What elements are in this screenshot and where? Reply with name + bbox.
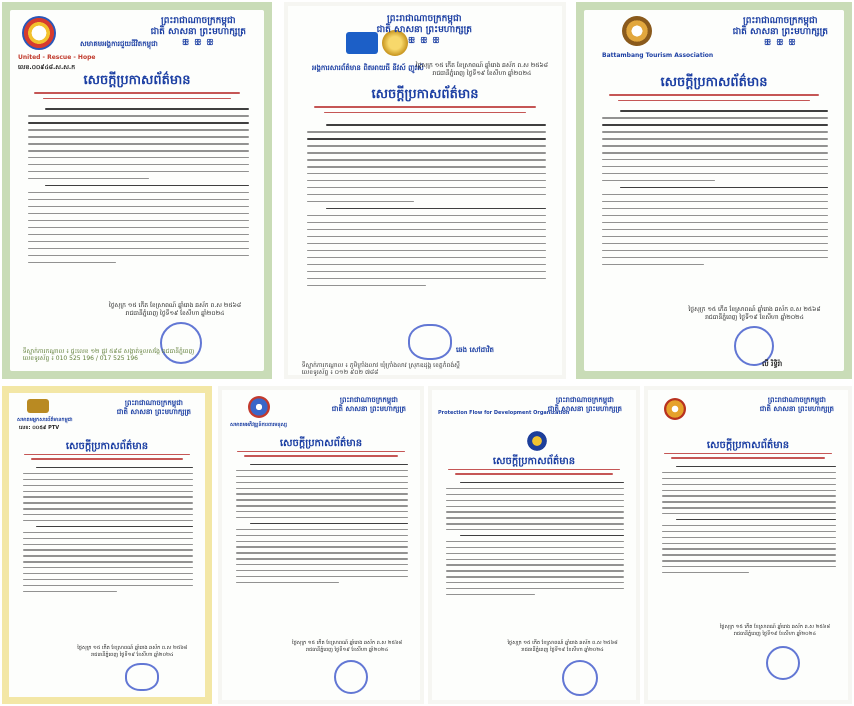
kingdom-text: ព្រះរាជាណាចក្រកម្ពុជា — [339, 396, 398, 404]
statement-date — [292, 640, 402, 654]
statement-date — [720, 624, 830, 638]
statement-title: សេចក្តីប្រកាសព័ត៌មាន — [371, 87, 479, 102]
lunar-date: ថ្ងៃសុក្រ ១៥ កើត ខែស្រាពណ៍ ឆ្នាំរោង ឆស័ក ព.ស ២៥៦៨ — [688, 306, 821, 313]
statement-body — [662, 466, 836, 579]
statement-document-4 — [2, 386, 212, 704]
statement-subtitle — [660, 452, 836, 462]
solar-date: រាជធានីភ្នំពេញ ថ្ងៃទី១៩ ខែសីហា ឆ្នាំ២០២៤ — [733, 631, 817, 637]
kingdom-header — [151, 16, 246, 47]
organization-name: Battambang Tourism Association — [602, 52, 714, 59]
kingdom-header — [760, 396, 834, 414]
organization-logo — [622, 16, 652, 46]
kingdom-text: ព្រះរាជាណាចក្រកម្ពុជា — [387, 14, 462, 24]
footer-address: ទីស្នាក់ការកណ្តាល ៖ ភូមិក្រាំងលាវ ឃុំក្រាំងលាវ ស្រុកឧដុង្គ ខេត្តកំពង់ស្ពឺ — [301, 362, 460, 369]
statement-body — [23, 467, 194, 597]
footer-phone: លេខទូរស័ព្ទ ៖ ០១២ ៩០២ ៧៨៨ — [301, 369, 379, 376]
motto-text: ជាតិ សាសនា ព្រះមហាក្សត្រ — [547, 405, 622, 413]
organization-name: សមាគមអភិវឌ្ឍន៍ការពារមនុស្ស — [230, 422, 287, 428]
kingdom-header — [733, 16, 828, 47]
reference-number: លេខ: ០០៥៩ PTV — [19, 425, 60, 431]
signatory-name: ឆេង សៅដាវិត — [456, 346, 494, 354]
statement-title: សេចក្តីប្រកាសព័ត៌មាន — [65, 441, 149, 452]
kingdom-header — [548, 396, 622, 414]
statement-date — [109, 302, 241, 318]
organization-footer — [302, 362, 549, 376]
motto-text: ជាតិ សាសនា ព្រះមហាក្សត្រ — [116, 408, 191, 416]
organization-footer — [23, 348, 252, 362]
statement-body — [236, 464, 408, 589]
statement-body — [446, 482, 624, 601]
statement-title: សេចក្តីប្រកាសព័ត៌មាន — [83, 73, 191, 88]
lunar-date: ថ្ងៃសុក្រ ១៥ កើត ខែស្រាពណ៍ ឆ្នាំរោង ឆស័ក ព.ស ២៥៦៨ — [108, 302, 242, 309]
statement-document-3 — [576, 2, 852, 379]
statement-document-6 — [428, 386, 640, 704]
header-ornament: ꕥ ꕥ ꕥ — [181, 38, 215, 47]
statement-subtitle — [304, 104, 545, 117]
official-seal — [562, 660, 598, 696]
kingdom-text: ព្រះរាជាណាចក្រកម្ពុជា — [161, 16, 236, 26]
lunar-date: ថ្ងៃសុក្រ ១៥ កើត ខែស្រាពណ៍ ឆ្នាំរោង ឆស័ក ព.ស ២៥៦៨ — [719, 624, 830, 630]
official-seal — [766, 646, 800, 680]
statement-subtitle — [600, 92, 829, 105]
kingdom-header — [332, 396, 406, 414]
statement-body — [307, 124, 545, 292]
organization-logo — [526, 430, 548, 452]
footer-address: ទីស្នាក់ការកណ្តាល ៖ ផ្ទះលេខ ១២ ផ្លូវ ៥៩៨ សង្កាត់ទួលសង្កែ រាជធានីភ្នំពេញ — [22, 348, 195, 355]
header-ornament: ꕥ ꕥ ꕥ — [407, 36, 441, 45]
lunar-date: ថ្ងៃសុក្រ ១៥ កើត ខែស្រាពណ៍ ឆ្នាំរោង ឆស័ក ព.ស ២៥៦៨ — [507, 640, 618, 646]
statement-title: សេចក្តីប្រកាសព័ត៌មាន — [492, 456, 576, 467]
organization-logo — [664, 398, 686, 420]
header-ornament: ꕥ ꕥ ꕥ — [763, 38, 797, 47]
kingdom-text: ព្រះរាជាណាចក្រកម្ពុជា — [555, 396, 614, 404]
statement-subtitle — [234, 450, 408, 460]
motto-text: ជាតិ សាសនា ព្រះមហាក្សត្រ — [732, 27, 828, 37]
organization-logo — [22, 16, 56, 50]
kingdom-text: ព្រះរាជាណាចក្រកម្ពុជា — [124, 399, 183, 407]
organization-name: សមាគមអង្គការជួយជីវិតកម្ពុជា — [80, 40, 158, 48]
solar-date: រាជធានីភ្នំពេញ ថ្ងៃទី១៩ ខែសីហា ឆ្នាំ២០២៤ — [305, 647, 389, 653]
organization-logo — [248, 396, 270, 418]
organization-name: សមាគមអ្នកសារព័ត៌មានកម្ពុជា — [17, 417, 73, 423]
solar-date: រាជធានីភ្នំពេញ ថ្ងៃទី១៩ ខែសីហា ឆ្នាំ២០២៤ — [91, 652, 174, 658]
statement-subtitle — [25, 90, 249, 103]
kingdom-text: ព្រះរាជាណាចក្រកម្ពុជា — [743, 16, 818, 26]
solar-date: រាជធានីភ្នំពេញ ថ្ងៃទី១៩ ខែសីហា ឆ្នាំ២០២៤ — [125, 310, 225, 317]
kingdom-header — [117, 399, 191, 417]
official-seal — [334, 660, 368, 694]
statement-body — [602, 110, 828, 271]
statement-date — [688, 306, 820, 322]
statement-title: សេចក្តីប្រកាសព័ត៌មាន — [660, 75, 768, 90]
statement-document-5 — [218, 386, 424, 704]
lunar-date: ថ្ងៃសុក្រ ១៥ កើត ខែស្រាពណ៍ ឆ្នាំរោង ឆស័ក ព.ស ២៥៦៨ — [415, 62, 548, 69]
statement-subtitle — [444, 468, 624, 478]
statement-body — [28, 108, 249, 269]
organization-motto: United - Rescue - Hope — [18, 54, 96, 61]
statement-title: សេចក្តីប្រកាសព័ត៌មាន — [279, 438, 363, 449]
organization-name: Protection Flow for Development Organization — [438, 410, 570, 416]
reference-number: លេខ.០០៩៤៨.ស.ស.ក — [18, 64, 76, 71]
organization-logo — [27, 399, 49, 413]
official-seal — [125, 663, 159, 691]
statement-date — [507, 640, 617, 654]
statement-date — [77, 645, 187, 659]
organization-name: អង្គការសារព័ត៌មាន ពិតអាយធី នីវស៍ ញូវស៍ — [312, 64, 424, 72]
motto-text: ជាតិ សាសនា ព្រះមហាក្សត្រ — [759, 405, 834, 413]
statement-subtitle — [21, 453, 194, 463]
official-seal — [408, 324, 452, 360]
kingdom-header — [377, 14, 472, 45]
motto-text: ជាតិ សាសនា ព្រះមហាក្សត្រ — [150, 27, 246, 37]
lunar-date: ថ្ងៃសុក្រ ១៥ កើត ខែស្រាពណ៍ ឆ្នាំរោង ឆស័ក ព.ស ២៥៦៨ — [77, 645, 188, 651]
organization-logo — [346, 32, 378, 54]
footer-phone: លេខទូរស័ព្ទ ៖ 010 525 196 / 017 525 196 — [22, 355, 138, 362]
statement-title: សេចក្តីប្រកាសព័ត៌មាន — [706, 440, 790, 451]
solar-date: រាជធានីភ្នំពេញ ថ្ងៃទី១៩ ខែសីហា ឆ្នាំ២០២៤ — [705, 314, 804, 321]
statement-document-1 — [2, 2, 272, 379]
statement-date-top — [416, 62, 548, 78]
statement-document-7 — [644, 386, 852, 704]
motto-text: ជាតិ សាសនា ព្រះមហាក្សត្រ — [331, 405, 406, 413]
kingdom-text: ព្រះរាជាណាចក្រកម្ពុជា — [767, 396, 826, 404]
statement-document-2 — [284, 2, 566, 379]
lunar-date: ថ្ងៃសុក្រ ១៥ កើត ខែស្រាពណ៍ ឆ្នាំរោង ឆស័ក ព.ស ២៥៦៨ — [292, 640, 403, 646]
motto-text: ជាតិ សាសនា ព្រះមហាក្សត្រ — [376, 25, 472, 35]
solar-date: រាជធានីភ្នំពេញ ថ្ងៃទី១៩ ខែសីហា ឆ្នាំ២០២៤ — [432, 70, 532, 77]
solar-date: រាជធានីភ្នំពេញ ថ្ងៃទី១៩ ខែសីហា ឆ្នាំ២០២៤ — [521, 647, 604, 653]
signatory-name: លី រិទ្ធិរ៉ា — [762, 360, 783, 368]
